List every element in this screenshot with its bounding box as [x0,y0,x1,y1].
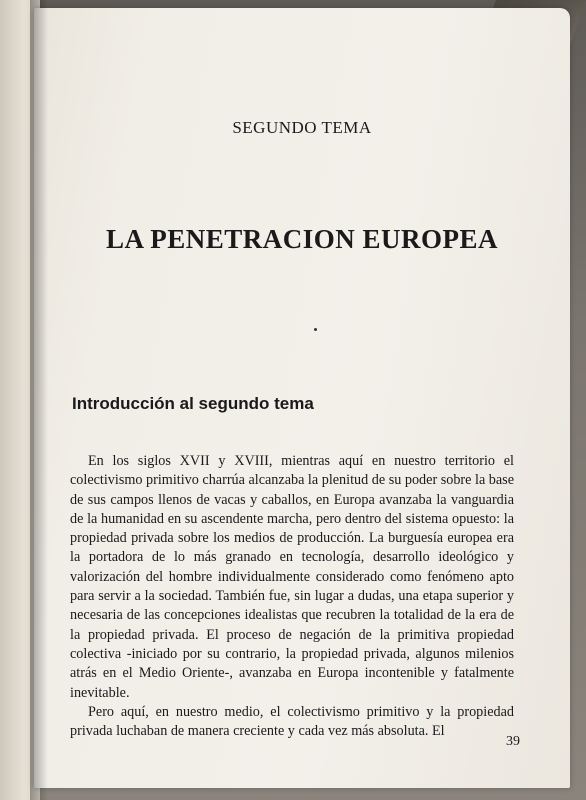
ink-speck [314,328,317,331]
page-number: 39 [506,734,520,749]
paragraph-1: En los siglos XVII y XVIII, mientras aquí en nuestro territorio el colectivismo primitivo charrúa alcanzaba la plenitud de su poder sobre la base de sus campos llenos de vacas y caballos, en Europa avanzaba la vanguardia de la humanidad en su ascendente marcha, pero dentro del sistema opuesto: la propiedad privada sobre los medios de producción. La burguesía europea era la portadora de lo más granado en tecnología, desarrollo ideológico y valorización del hombre individualmente considerado como fenómeno apto para servir a la sociedad. También fue, sin lugar a dudas, una etapa superior y necesaria de las concepciones idealistas que recubren la totalidad de la era de la propiedad privada. El proceso de negación de la primitiva propiedad colectiva -iniciado por su contrario, la propiedad privada, algunos milenios atrás en el Medio Oriente-, avanzaba en Europa incontenible y fatalmente inevitable. [70,453,514,701]
section-label: SEGUNDO TEMA [232,118,372,137]
body-text [70,452,514,741]
book-page [34,8,570,788]
chapter-title: LA PENETRACION EUROPEA [105,224,499,254]
paragraph-2: Pero aquí, en nuestro medio, el colectivismo primitivo y la propiedad privada luchaban de manera creciente y cada vez más absoluta. El [70,703,514,740]
section-subheading: Introducción al segundo tema [72,394,314,413]
binding-shadow [30,0,48,800]
